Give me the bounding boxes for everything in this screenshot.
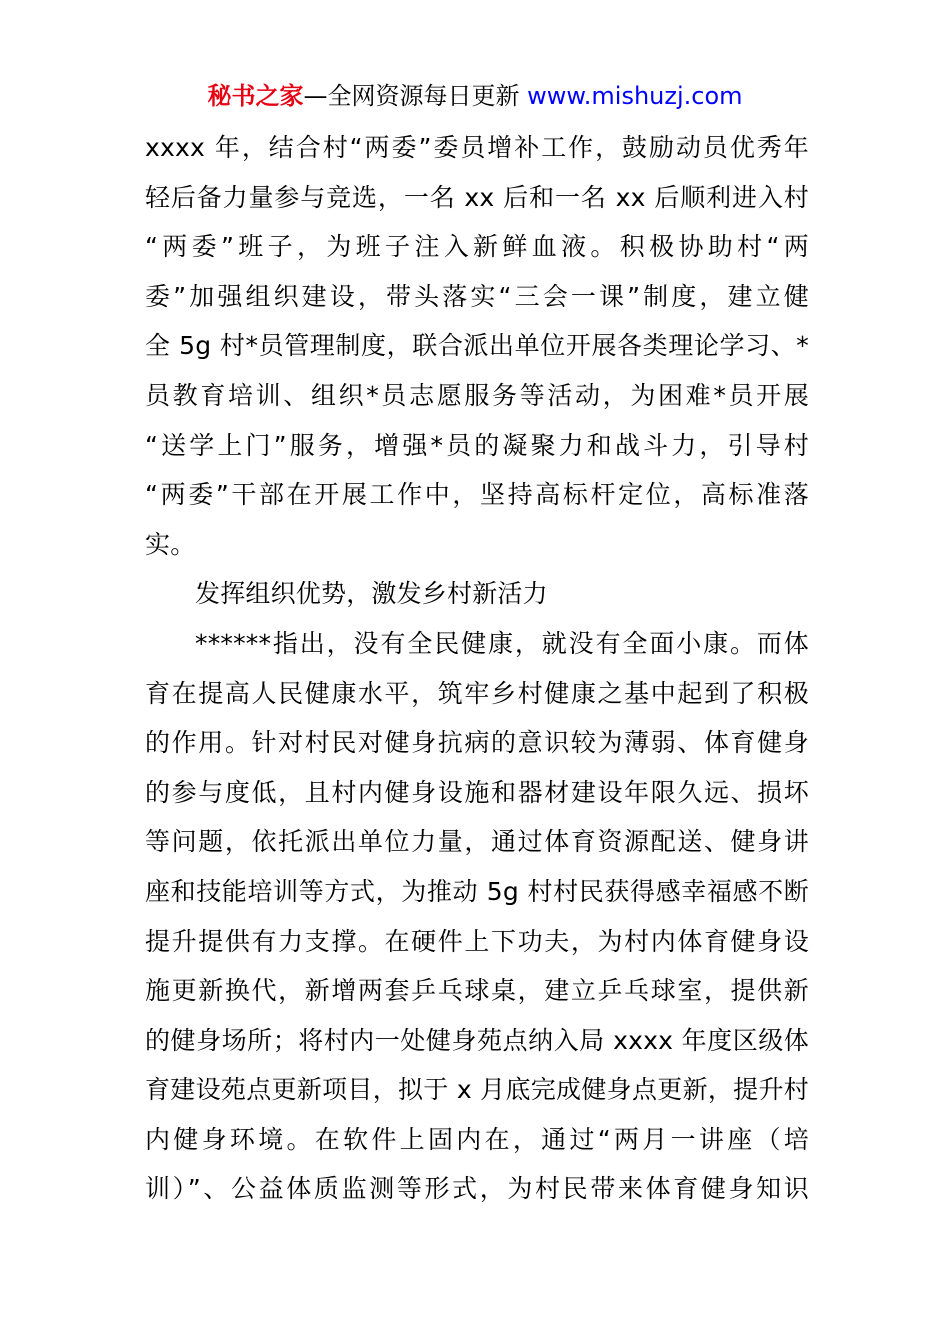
site-brand: 秘书之家 <box>207 82 304 110</box>
text-line: 训）”、公益体质监测等形式，为村民带来体育健身知识 <box>145 1174 809 1204</box>
site-tagline: —全网资源每日更新 <box>303 82 520 110</box>
text-line: 育在提高人民健康水平，筑牢乡村健康之基中起到了积极 <box>145 678 809 708</box>
text-line: 的参与度低，且村内健身设施和器材建设年限久远、损坏 <box>145 777 809 807</box>
text-line: “送学上门”服务，增强*员的凝聚力和战斗力，引导村 <box>145 430 809 460</box>
text-line: “两委”干部在开展工作中，坚持高标杆定位，高标准落 <box>145 480 809 510</box>
text-line: 员教育培训、组织*员志愿服务等活动，为困难*员开展 <box>145 380 809 410</box>
text-line: “两委”班子，为班子注入新鲜血液。积极协助村“两 <box>145 232 809 262</box>
text-line: 全 5g 村*员管理制度，联合派出单位开展各类理论学习、* <box>145 331 809 361</box>
text-line: 提升提供有力支撑。在硬件上下功夫，为村内体育健身设 <box>145 926 809 956</box>
text-line: 育建设苑点更新项目，拟于 x 月底完成健身点更新，提升村 <box>145 1075 809 1105</box>
text-line: 的作用。针对村民对健身抗病的意识较为薄弱、体育健身 <box>145 728 809 758</box>
text-line: 座和技能培训等方式，为推动 5g 村村民获得感幸福感不断 <box>145 876 809 906</box>
text-line: 等问题，依托派出单位力量，通过体育资源配送、健身讲 <box>145 827 809 857</box>
text-line: 施更新换代，新增两套乒乓球桌，建立乒乓球室，提供新 <box>145 976 809 1006</box>
text-line: 的健身场所；将村内一处健身苑点纳入局 xxxx 年度区级体 <box>145 1025 809 1055</box>
document-body <box>145 123 809 1214</box>
text-line: 实。 <box>145 529 196 559</box>
section-heading: 发挥组织优势，激发乡村新活力 <box>195 579 548 609</box>
text-line: ******指出，没有全民健康，就没有全面小康。而体 <box>195 628 809 658</box>
site-header <box>0 78 950 114</box>
text-line: 轻后备力量参与竞选，一名 xx 后和一名 xx 后顺利进入村 <box>145 182 809 212</box>
text-line: 内健身环境。在软件上固内在，通过“两月一讲座（培 <box>145 1124 809 1154</box>
text-line: 委”加强组织建设，带头落实“三会一课”制度，建立健 <box>145 281 809 311</box>
text-line: xxxx 年，结合村“两委”委员增补工作，鼓励动员优秀年 <box>145 133 809 162</box>
site-url-link[interactable]: www.mishuzj.com <box>527 82 743 110</box>
